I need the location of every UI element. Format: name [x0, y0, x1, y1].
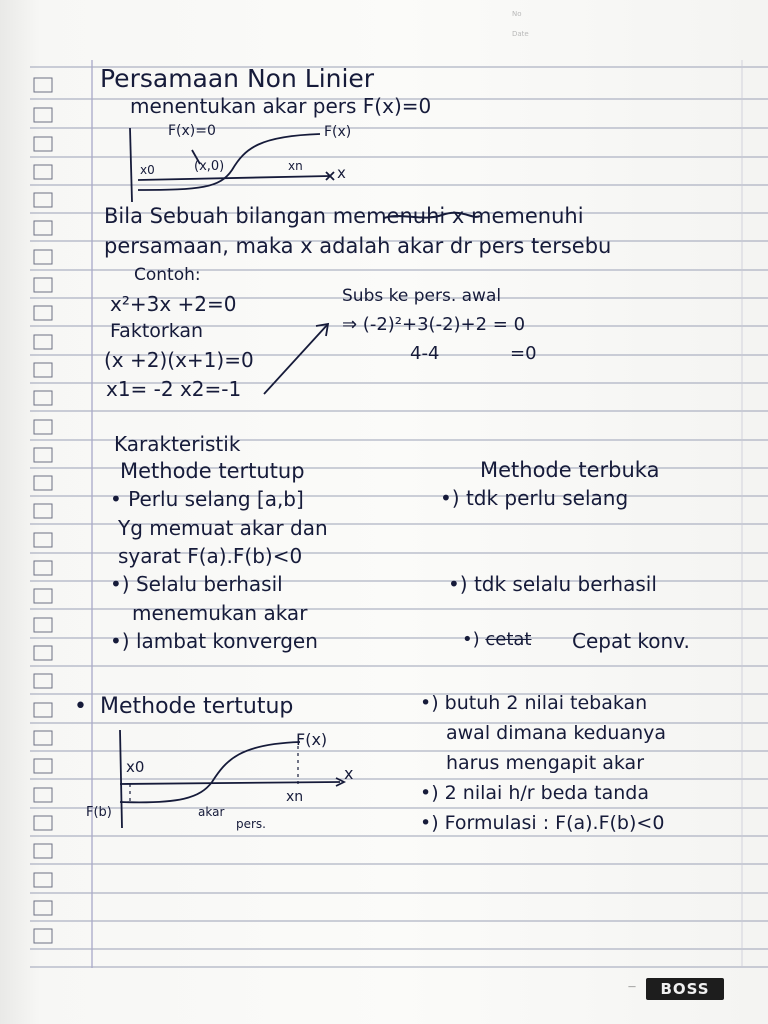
closed-detail-1c: harus mengapit akar [446, 752, 645, 774]
struck-word: cetat [485, 629, 532, 650]
fig2-pers: pers. [236, 817, 266, 831]
subs-result-b: =0 [510, 343, 537, 364]
closed-item-2: •) Selalu berhasil [110, 572, 283, 596]
root-sketch-2 [100, 722, 380, 832]
factored-form: (x +2)(x+1)=0 [104, 348, 254, 372]
roots-values: x1= -2 x2=-1 [106, 377, 242, 401]
fig1-x0: x0 [140, 163, 155, 177]
subs-calculation: ⇒ (-2)²+3(-2)+2 = 0 [342, 314, 526, 335]
fig2-xn: xn [286, 789, 304, 805]
closed-item-1b: Yg memuat akar dan [118, 516, 328, 540]
closed-item-1: • Perlu selang [a,b] [110, 487, 304, 511]
subs-label: Subs ke pers. awal [342, 286, 502, 306]
logo-prefix: — [628, 982, 636, 991]
characteristics-title: Karakteristik [114, 432, 241, 456]
closed-detail-1: •) butuh 2 nilai tebakan [420, 692, 648, 714]
fig1-xaxis: x [337, 164, 346, 182]
section2-title: Methode tertutup [100, 694, 294, 719]
closed-item-1c: syarat F(a).F(b)<0 [118, 544, 303, 568]
open-item-3-strikethrough: •) cetat [462, 629, 532, 650]
arrow-to-subs [258, 316, 338, 400]
definition-line-1: Bila Sebuah bilangan memenuhi x memenuhi [104, 204, 584, 228]
example-equation: x²+3x +2=0 [110, 292, 237, 316]
closed-detail-1b: awal dimana keduanya [446, 722, 667, 744]
header-date-label: Date [512, 30, 529, 38]
fig1-fx-eq: F(x)=0 [168, 123, 216, 139]
subtitle: menentukan akar pers F(x)=0 [130, 94, 432, 118]
section2-bullet: • [74, 694, 87, 719]
example-label: Contoh: [134, 265, 201, 285]
closed-detail-3: •) Formulasi : F(a).F(b)<0 [420, 812, 665, 834]
brand-logo: BOSS [646, 978, 724, 1000]
open-method-title: Methode terbuka [480, 458, 660, 482]
fig2-xaxis: x [344, 764, 354, 783]
closed-item-3: •) lambat konvergen [110, 629, 318, 653]
fig2-fb: F(b) [86, 805, 112, 820]
closed-method-title: Methode tertutup [120, 459, 305, 483]
page-title: Persamaan Non Linier [100, 64, 375, 93]
fig2-akar: akar [198, 805, 225, 819]
fig2-curve-label: F(x) [296, 730, 328, 749]
open-item-1: •) tdk perlu selang [440, 486, 629, 510]
fig2-x0: x0 [126, 758, 145, 776]
header-no-label: No [512, 10, 522, 18]
closed-item-2b: menemukan akar [132, 601, 308, 625]
fig1-root: (x,0) [194, 159, 225, 174]
definition-line-2: persamaan, maka x adalah akar dr pers tersebu [104, 234, 612, 258]
open-item-3: Cepat konv. [572, 629, 690, 653]
closed-detail-2: •) 2 nilai h/r beda tanda [420, 782, 649, 804]
strikethrough-mark [382, 210, 482, 226]
open-item-2: •) tdk selalu berhasil [448, 572, 657, 596]
fig1-xn: xn [288, 159, 303, 173]
fig1-curve-label: F(x) [324, 124, 352, 140]
factor-label: Faktorkan [110, 320, 204, 342]
subs-result-a: 4-4 [410, 343, 440, 364]
